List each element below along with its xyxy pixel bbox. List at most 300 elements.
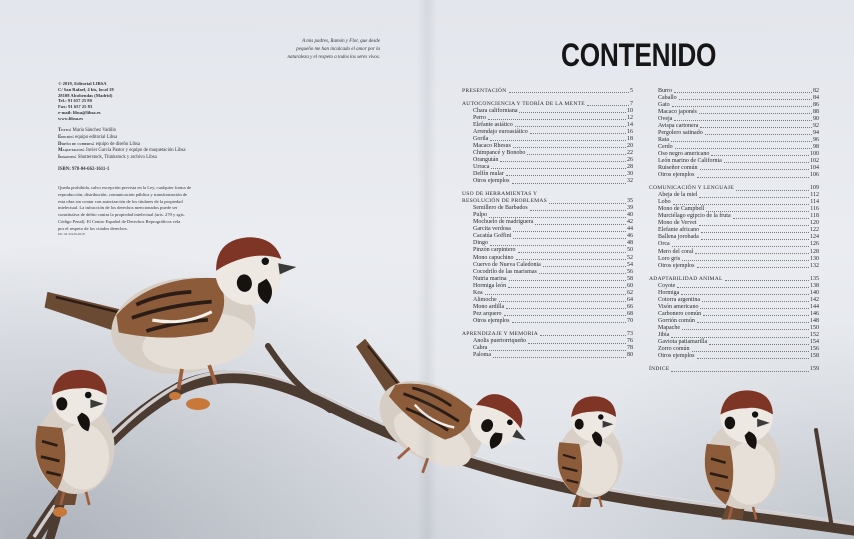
- toc-row: [649, 185, 819, 192]
- toc-entry-label: Chimpancé y Bonobo: [473, 149, 526, 156]
- dot-leader: [485, 294, 626, 295]
- dot-leader: [518, 252, 627, 253]
- toc-page-number: 100: [810, 150, 819, 157]
- credit-name: equipo editorial Libsa: [75, 134, 118, 140]
- toc-page-number: 128: [810, 248, 819, 255]
- toc-row: [649, 172, 819, 179]
- toc-row: [462, 255, 633, 262]
- toc-entry-label: Otros ejemplos: [473, 178, 510, 185]
- toc-row: [462, 129, 633, 136]
- toc-page-number: 20: [627, 142, 633, 149]
- toc-row: [649, 137, 819, 144]
- toc-page-number: 22: [627, 149, 633, 156]
- dot-leader: [500, 161, 626, 162]
- toc-section: [462, 101, 633, 108]
- credit-role: Imágenes:: [58, 155, 77, 160]
- toc-page-number: 96: [813, 136, 819, 143]
- toc-entry: [462, 129, 633, 136]
- toc-entry-label: Gato: [658, 101, 670, 108]
- toc-entry: [462, 108, 633, 115]
- toc-entry-label: Burro: [658, 87, 672, 94]
- toc-page-number: 116: [810, 206, 819, 213]
- toc-entry-label: Nutria marina: [473, 275, 507, 282]
- toc-section: [462, 88, 633, 95]
- toc-row: [462, 157, 633, 164]
- credit-role: Maquetación:: [58, 148, 85, 154]
- toc-row: [462, 108, 633, 115]
- toc-section: [649, 366, 819, 373]
- toc-entry-label: Pinzón carpintero: [473, 247, 516, 254]
- toc-page-number: 122: [810, 227, 819, 234]
- legal-line: Código Penal). El Centro Español de Derechos Reprográficos vela: [58, 218, 181, 224]
- lichen: [53, 507, 67, 517]
- imprint-line: Tel.: 91 657 25 80: [58, 98, 92, 104]
- toc-row: [462, 304, 633, 311]
- toc-entry: [462, 164, 633, 171]
- dot-leader: [535, 224, 626, 225]
- toc-row: [462, 276, 633, 283]
- toc-page-number: 154: [810, 339, 819, 346]
- toc-section-label: RESOLUCIÓN DE PROBLEMAS: [462, 198, 548, 205]
- toc-entry-label: Cabra: [473, 345, 488, 352]
- toc-page-number: 118: [810, 213, 819, 220]
- dedication-line: A mis padres, Ramón y Flor, que desde: [302, 39, 380, 44]
- toc-entry: [462, 255, 633, 262]
- toc-page-number: 80: [627, 352, 633, 359]
- toc-page-number: 12: [627, 114, 633, 121]
- dot-leader: [672, 106, 812, 107]
- toc-page-number: 48: [627, 240, 633, 247]
- toc-section: [649, 276, 819, 283]
- toc-row: [649, 311, 819, 318]
- toc-row: [462, 198, 633, 205]
- credit-name: María Sánchez Vadillo: [72, 128, 117, 133]
- toc-row: [462, 269, 633, 276]
- toc-page-number: 52: [627, 254, 633, 261]
- toc-page-number: 60: [627, 282, 633, 289]
- toc-row: [649, 290, 819, 297]
- toc-entry-label: Orangután: [473, 156, 499, 163]
- toc-row: [462, 101, 633, 108]
- toc-entry-label: Ballena jorobada: [658, 234, 699, 241]
- toc-entry-label: Carbonero común: [658, 310, 702, 317]
- toc-entry-label: Otros ejemplos: [658, 172, 695, 179]
- toc-entry-label: Cotorra argentina: [658, 296, 701, 303]
- toc-row: [462, 262, 633, 269]
- credit-name: Javier García Pastor y equipo de maquetación Libsa: [85, 148, 186, 154]
- toc-page-number: 58: [627, 275, 633, 282]
- toc-entry: [462, 122, 633, 129]
- toc-entry-label: Pergolero satinado: [658, 129, 703, 136]
- toc-entry-label: Zorro común: [658, 346, 690, 353]
- toc-row: [462, 115, 633, 122]
- toc-entry: [462, 283, 633, 290]
- toc-entry-label: Anolis puertorriqueño: [473, 338, 527, 345]
- dot-leader: [671, 141, 812, 142]
- toc-row: [462, 150, 633, 157]
- toc-column: [462, 88, 633, 360]
- legal-line: constitutiva de delito contra la propiedad intelectual (arts. 270 y sgts.: [58, 212, 185, 218]
- toc-row: [649, 263, 819, 270]
- dot-leader: [513, 238, 626, 239]
- imprint-line: www.libsa.es: [58, 115, 84, 121]
- toc-entry-label: Semillero de Barbados: [473, 205, 528, 212]
- toc-entry-label: Pez arquero: [473, 310, 502, 317]
- toc-entry: [649, 144, 819, 151]
- dot-leader: [509, 280, 627, 281]
- toc-entry: [462, 247, 633, 254]
- dot-leader: [513, 231, 626, 232]
- toc-page-number: 142: [810, 296, 819, 303]
- dot-leader: [508, 287, 626, 288]
- toc-entry: [462, 178, 633, 185]
- toc-entry: [649, 95, 819, 102]
- toc-row: [649, 249, 819, 256]
- toc-page-number: 70: [627, 317, 633, 324]
- toc-row: [649, 123, 819, 130]
- dot-leader: [493, 357, 626, 358]
- toc-entry-label: Pulpo: [473, 212, 488, 219]
- toc-entry: [649, 88, 819, 95]
- credit-line: [58, 135, 186, 142]
- toc-page-number: 159: [810, 366, 819, 373]
- dot-leader: [513, 147, 626, 148]
- toc-entry-label: León marino de California: [658, 157, 722, 164]
- toc-entry: [462, 276, 633, 283]
- credit-line: [58, 128, 186, 135]
- toc-entry: [649, 241, 819, 248]
- dot-leader: [489, 350, 626, 351]
- dot-leader: [539, 273, 626, 274]
- toc-entry-label: Dingo: [473, 240, 488, 247]
- toc-row: [462, 219, 633, 226]
- toc-entry-label: Gorila: [473, 135, 489, 142]
- dot-leader: [701, 232, 809, 233]
- toc-row: [649, 304, 819, 311]
- toc-page-number: 44: [627, 226, 633, 233]
- toc-row: [462, 318, 633, 325]
- imprint-line: Fax: 91 657 25 83: [58, 104, 93, 110]
- toc-entry-label: Kea: [473, 289, 483, 296]
- toc-section: [462, 191, 633, 205]
- toc-entry-label: Cocodrilo de las marismas: [473, 268, 537, 275]
- toc-page-number: 132: [810, 262, 819, 269]
- toc-entry: [649, 151, 819, 158]
- dot-leader: [543, 266, 626, 267]
- dot-leader: [509, 92, 629, 93]
- toc-page-number: 42: [627, 219, 633, 226]
- dot-leader: [549, 203, 626, 204]
- toc-row: [462, 136, 633, 143]
- dot-leader: [703, 315, 809, 316]
- toc-page-number: 102: [810, 157, 819, 164]
- toc-row: [462, 88, 633, 95]
- toc-entry: [649, 227, 819, 234]
- toc-entry-label: Orca: [658, 241, 670, 248]
- toc-page-number: 135: [810, 275, 819, 282]
- toc-page-number: 138: [810, 282, 819, 289]
- dot-leader: [491, 168, 626, 169]
- credit-role: Texto:: [58, 128, 72, 133]
- toc-entry: [649, 304, 819, 311]
- toc-entry: [649, 234, 819, 241]
- toc-entry: [462, 171, 633, 178]
- toc-page-number: 109: [810, 185, 819, 192]
- toc-row: [462, 143, 633, 150]
- toc-entry-label: Macaco japonés: [658, 108, 697, 115]
- dot-leader: [489, 217, 626, 218]
- toc-section: [462, 331, 633, 338]
- toc-row: [462, 352, 633, 359]
- toc-page-number: 26: [627, 156, 633, 163]
- toc-entry-label: Cerdo: [658, 143, 673, 150]
- toc-row: [649, 332, 819, 339]
- toc-entry-label: Delfín mular: [473, 171, 504, 178]
- toc-page-number: 35: [627, 198, 633, 205]
- toc-row: [649, 346, 819, 353]
- dot-leader: [697, 267, 810, 268]
- toc-page-number: 94: [813, 129, 819, 136]
- toc-page-number: 146: [810, 310, 819, 317]
- toc-page-number: 50: [627, 247, 633, 254]
- toc-entry: [649, 172, 819, 179]
- dot-leader: [671, 337, 809, 338]
- toc-entry: [649, 346, 819, 353]
- dot-leader: [530, 210, 626, 211]
- dot-leader: [682, 329, 809, 330]
- toc-entry: [462, 136, 633, 143]
- credit-line: [58, 148, 186, 155]
- toc-page-number: 30: [627, 171, 633, 178]
- toc-row: [649, 256, 819, 263]
- toc-row: [649, 116, 819, 123]
- dot-leader: [671, 371, 809, 372]
- toc-row: [649, 192, 819, 199]
- toc-entry: [462, 352, 633, 359]
- toc-entry: [649, 109, 819, 116]
- toc-entry: [649, 263, 819, 270]
- toc-entry-label: Chara californiana: [473, 107, 518, 114]
- toc-section-label: ÍNDICE: [649, 366, 670, 373]
- toc-page-number: 54: [627, 261, 633, 268]
- toc-entry: [649, 130, 819, 137]
- toc-page-number: 144: [810, 303, 819, 310]
- dot-leader: [701, 239, 809, 240]
- toc-row: [462, 311, 633, 318]
- dot-leader: [490, 140, 626, 141]
- dot-leader: [725, 280, 809, 281]
- dot-leader: [699, 113, 812, 114]
- dot-leader: [736, 190, 809, 191]
- toc-row: [462, 331, 633, 338]
- toc-entry-label: Murciélago egipcio de la fruta: [658, 213, 731, 220]
- dot-leader: [587, 105, 629, 106]
- toc-entry-label: Paloma: [473, 352, 491, 359]
- toc-entry-label: Loro gris: [658, 255, 681, 262]
- toc-entry-label: Coyote: [658, 282, 676, 289]
- dedication-line: pequeño me han inculcado el amor por la: [296, 47, 380, 52]
- toc-page-number: 156: [810, 346, 819, 353]
- toc-row: [462, 290, 633, 297]
- toc-page-number: 148: [810, 317, 819, 324]
- toc-row: [649, 165, 819, 172]
- toc-entry: [462, 338, 633, 345]
- toc-page-number: 150: [810, 325, 819, 331]
- dot-leader: [675, 148, 812, 149]
- dot-leader: [697, 358, 810, 359]
- dot-leader: [506, 175, 626, 176]
- toc-entry-label: Oveja: [658, 115, 673, 122]
- dot-leader: [527, 154, 626, 155]
- toc-row: [649, 339, 819, 346]
- dot-leader: [490, 245, 626, 246]
- toc-row: [649, 227, 819, 234]
- toc-page-number: 5: [630, 87, 633, 94]
- toc-row: [649, 234, 819, 241]
- toc-page-number: 130: [810, 255, 819, 262]
- dot-leader: [681, 294, 809, 295]
- dot-leader: [674, 92, 812, 93]
- credit-role: Edición:: [58, 134, 74, 140]
- toc-page-number: 7: [630, 100, 633, 107]
- toc-row: [649, 130, 819, 137]
- imprint-line: e-mail: libsa@libsa.es: [58, 109, 101, 115]
- toc-entry-label: Gaviota patiamarilla: [658, 339, 708, 346]
- dot-leader: [697, 322, 809, 323]
- toc-row: [462, 297, 633, 304]
- dot-leader: [540, 335, 626, 336]
- dot-leader: [705, 134, 812, 135]
- toc-entry: [649, 332, 819, 339]
- toc-entry: [462, 115, 633, 122]
- toc-entry: [649, 116, 819, 123]
- toc-entry: [649, 325, 819, 332]
- toc-entry-label: Elefante africano: [658, 227, 700, 234]
- toc-entry-label: Mono capuchino: [473, 254, 514, 261]
- toc-entry: [649, 290, 819, 297]
- toc-entry-label: Cacatúa Goffini: [473, 233, 512, 240]
- toc-row: [462, 164, 633, 171]
- toc-entry: [649, 297, 819, 304]
- toc-entry-label: Jibia: [658, 332, 670, 339]
- toc-page-number: 39: [627, 205, 633, 212]
- toc-entry: [462, 212, 633, 219]
- toc-section-label-top: USO DE HERRAMIENTAS Y: [462, 191, 538, 198]
- dot-leader: [512, 322, 627, 323]
- toc-section-label: APRENDIZAJE Y MEMORIA: [462, 331, 538, 337]
- toc-entry-label: Caballo: [658, 94, 677, 101]
- toc-row: [649, 241, 819, 248]
- toc-entry: [649, 158, 819, 165]
- toc-page-number: 82: [813, 87, 819, 94]
- legal-notice: [58, 185, 191, 233]
- dot-leader: [488, 119, 626, 120]
- credit-line: [58, 155, 186, 162]
- dot-leader: [682, 260, 809, 261]
- toc-entry: [649, 165, 819, 172]
- dot-leader: [679, 99, 812, 100]
- toc-entry-label: Abeja de la miel: [658, 192, 698, 199]
- dot-leader: [506, 308, 626, 309]
- dot-leader: [700, 169, 810, 170]
- toc-row: [462, 233, 633, 240]
- toc-entry-label: Arrendajo euroasiático: [473, 128, 528, 135]
- dot-leader: [674, 120, 812, 121]
- toc-entry: [462, 219, 633, 226]
- dot-leader: [673, 204, 810, 205]
- toc-page-number: 78: [627, 345, 633, 352]
- toc-entry: [649, 339, 819, 346]
- toc-entry-label: Otros ejemplos: [658, 262, 695, 269]
- toc-entry: [649, 102, 819, 109]
- dot-leader: [672, 246, 809, 247]
- toc-row: [649, 325, 819, 332]
- toc-row: [462, 205, 633, 212]
- dot-leader: [709, 344, 809, 345]
- toc-page-number: 68: [627, 310, 633, 317]
- toc-page-number: 106: [810, 172, 819, 179]
- toc-row: [649, 144, 819, 151]
- toc-entry: [462, 311, 633, 318]
- lichen: [186, 398, 210, 410]
- toc-entry-label: Rata: [658, 136, 669, 143]
- toc-page-number: 14: [627, 121, 633, 128]
- toc-row: [462, 345, 633, 352]
- toc-entry-label: Mono ardilla: [473, 303, 505, 310]
- toc-section-label: ADAPTABILIDAD ANIMAL: [649, 275, 723, 282]
- toc-page-number: 104: [810, 165, 819, 172]
- dot-leader: [700, 127, 812, 128]
- toc-row: [649, 297, 819, 304]
- toc-row: [649, 366, 819, 373]
- dot-leader: [700, 308, 809, 309]
- toc-page-number: 158: [810, 353, 819, 360]
- dot-leader: [699, 225, 809, 226]
- toc-page-number: 84: [813, 94, 819, 101]
- toc-entry-label: Gorrión común: [658, 317, 695, 324]
- toc-row: [649, 158, 819, 165]
- toc-page-number: 66: [627, 303, 633, 310]
- toc-page-number: 64: [627, 296, 633, 303]
- toc-row: [462, 338, 633, 345]
- toc-page-number: 32: [627, 178, 633, 185]
- dot-leader: [512, 183, 627, 184]
- isbn: ISBN: 978-84-662-1611-1: [58, 167, 110, 172]
- toc-column: [649, 88, 819, 374]
- toc-entry-label: Macaco Rhesus: [473, 142, 511, 149]
- toc-entry: [462, 297, 633, 304]
- toc-entry: [462, 143, 633, 150]
- legal-line: intelectual. La infracción de los derechos mencionados puede ser: [58, 205, 178, 211]
- toc-entry: [462, 290, 633, 297]
- toc-entry-label: Urraca: [473, 163, 490, 170]
- toc-entry: [462, 304, 633, 311]
- dot-leader: [515, 126, 626, 127]
- toc-entry-label: Mapache: [658, 325, 680, 331]
- toc-entry-label: Perro: [473, 114, 486, 121]
- toc-entry: [462, 240, 633, 247]
- dot-leader: [516, 259, 627, 260]
- dot-leader: [692, 351, 810, 352]
- toc-page-number: 86: [813, 101, 819, 108]
- toc-section: [649, 185, 819, 192]
- credit-name: equipo de diseño Libsa: [95, 141, 141, 147]
- toc-row: [649, 353, 819, 360]
- toc-row: [462, 212, 633, 219]
- toc-entry-label: Hormiga león: [473, 282, 507, 289]
- toc-entry-label: Mono de Campbell: [658, 206, 705, 213]
- toc-entry: [462, 233, 633, 240]
